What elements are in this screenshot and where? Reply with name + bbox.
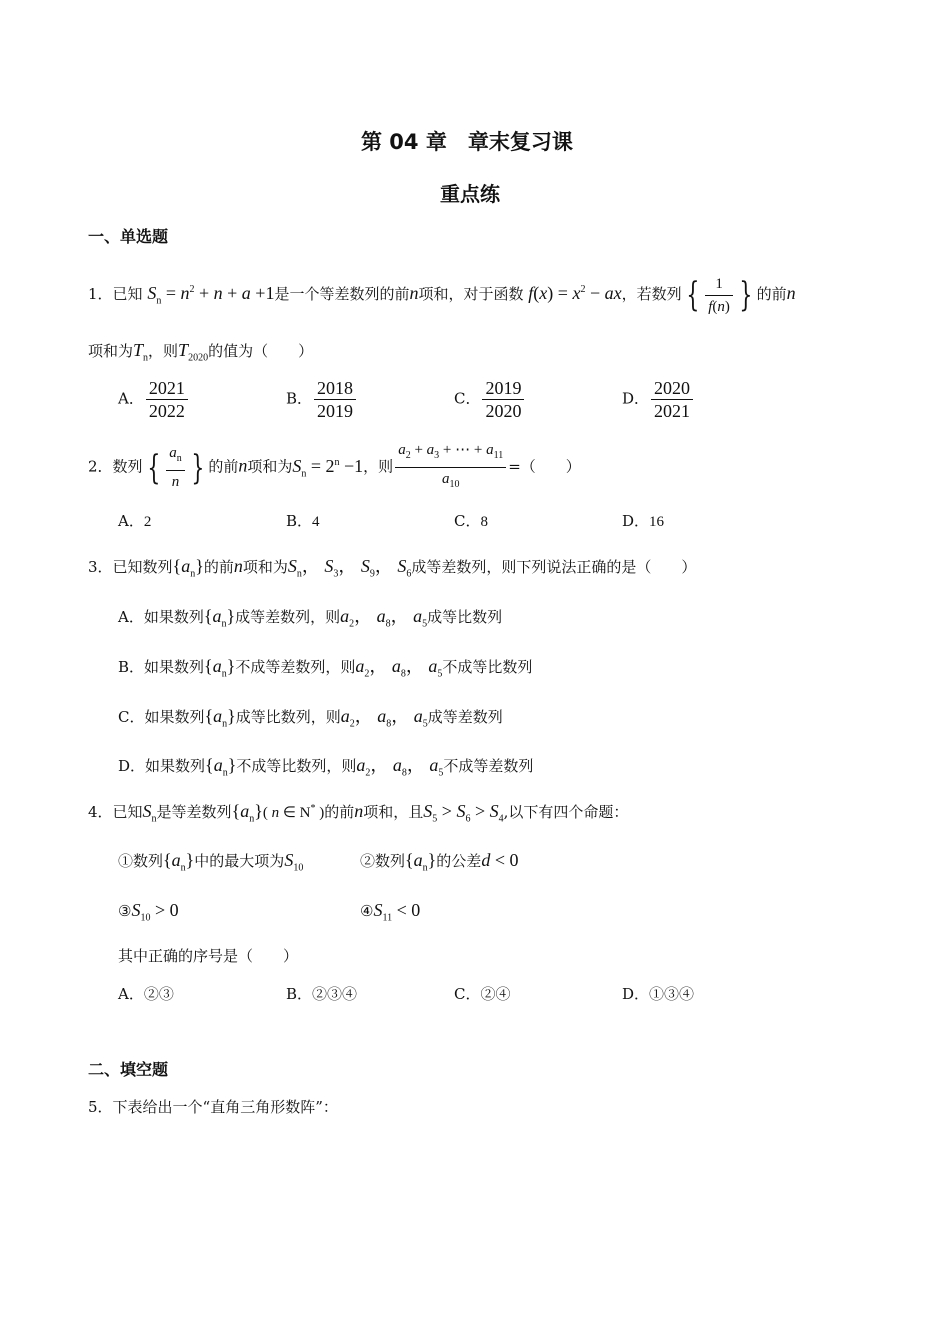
option-label: D． (622, 512, 650, 530)
right-brace-icon: } (739, 275, 753, 315)
q2-n: n (238, 455, 248, 476)
q1-line2-b: ，则 (148, 342, 179, 360)
option-label: B． (286, 389, 313, 408)
page-title: 第 04 章 章末复习课 (361, 130, 573, 154)
q4-text-2: 的前 (324, 803, 355, 821)
section-heading-fill-blank: 二、填空题 (88, 1060, 169, 1079)
option-text: 如果数列 (144, 708, 205, 726)
q2-text-2: 项和为 (247, 457, 293, 476)
fraction-numerator: 2019 (482, 378, 524, 400)
option-seq: $\{a_n\}$ (204, 706, 236, 730)
proposition-text: ②数列 (360, 852, 406, 870)
option-label: C． (454, 512, 481, 530)
option-label: C． (454, 389, 481, 408)
option-label: D． (622, 985, 650, 1003)
option-seq: $\{a_n\}$ (203, 606, 236, 630)
page-subtitle: 重点练 (440, 182, 500, 206)
option-text: 成等比数列 (427, 608, 503, 626)
proposition-text: ④ (360, 902, 374, 920)
option-text: 如果数列 (144, 658, 205, 676)
option-terms: $a_2$， $a_8$， $a_5$ (340, 706, 428, 730)
proposition-math: $S_{10}$ (284, 850, 304, 874)
q4-option-a[interactable] (118, 983, 174, 1004)
option-label: A． (118, 608, 144, 626)
option-terms: $a_2$， $a_8$， $a_5$ (356, 755, 444, 779)
option-fraction (146, 378, 188, 421)
option-seq: $\{a_n\}$ (204, 656, 236, 680)
right-brace-icon: } (191, 447, 204, 488)
q2-seq-fraction: $\frac{a_n}{n}$ (166, 443, 185, 492)
q2-text-4: =（ ） (508, 457, 581, 476)
option-text: 不成等差数列 (443, 757, 534, 775)
q1-t2020: $T_{2020}$ (178, 340, 209, 364)
option-label: D． (622, 389, 650, 408)
option-value: 16 (649, 514, 665, 530)
option-label: A． (118, 985, 144, 1003)
q3-terms: $S_n$， $S_3$， $S_9$， $S_6$ (287, 556, 412, 580)
option-label: B． (118, 658, 145, 676)
q1-text-1: 是一个等差数列的前 (274, 285, 410, 303)
q2-sn-formula: $S_n = 2^n -1$ (292, 455, 364, 480)
fraction-denominator: 2020 (485, 401, 522, 421)
q3-n: n (233, 556, 243, 576)
option-fraction (482, 378, 524, 421)
q1-line2-a: 项和为 (88, 342, 134, 360)
option-text: 如果数列 (145, 757, 206, 775)
q3-option-a[interactable] (118, 602, 502, 630)
q4-proposition-1 (118, 850, 303, 874)
proposition-seq: $\{a_n\}$ (405, 850, 437, 874)
q4-text-1: 是等差数列 (156, 803, 232, 821)
q4-seq: $\{a_n\}$ (231, 801, 263, 825)
q4-proposition-3 (118, 900, 179, 924)
option-label: C． (118, 708, 145, 726)
q2-option-b[interactable] (286, 510, 320, 531)
q4-proposition-4 (360, 900, 420, 924)
q1-seq-fraction: $\frac{1}{f(n)}$ (705, 274, 733, 317)
option-label: D． (118, 757, 146, 775)
option-terms: $a_2$， $a_8$， $a_5$ (355, 656, 443, 680)
left-brace-icon: { (146, 447, 160, 488)
q2-text-1: 的前 (208, 457, 239, 476)
q1-function: $f(x) = x^2$ − ax (528, 283, 622, 303)
q1-text-2: 项和，对于函数 (418, 285, 524, 303)
option-text: 成等差数列 (427, 708, 503, 726)
q2-option-c[interactable] (454, 510, 488, 531)
option-text: 不成等比数列 (442, 658, 533, 676)
q1-n2: n (786, 283, 796, 303)
q2-option-d[interactable] (622, 510, 664, 531)
option-text: 不成等比数列，则 (236, 757, 357, 775)
proposition-math: $S_{10} > 0$ (131, 900, 179, 924)
option-value: ②③ (143, 985, 174, 1003)
q2-option-a[interactable] (118, 510, 151, 531)
q4-inequality: $S_5 > S_6 > S_4$ (423, 801, 504, 825)
option-value: 4 (312, 514, 320, 530)
q4-text-3: 项和，且 (363, 803, 424, 821)
option-value: 8 (480, 514, 488, 530)
q1-prefix: 1．已知 (88, 285, 143, 303)
question-4 (88, 801, 628, 825)
fraction-numerator: 2020 (651, 378, 693, 400)
q1-tn: $T_n$ (133, 340, 149, 364)
q1-option-d[interactable] (622, 378, 695, 421)
option-value: 2 (143, 514, 152, 530)
q1-text-3: ，若数列 (621, 285, 682, 303)
option-text: 成等比数列，则 (235, 708, 341, 726)
proposition-text: 的公差 (436, 852, 482, 870)
question-1-line-1 (88, 270, 796, 322)
proposition-text: ③ (118, 902, 132, 920)
q4-sn: $S_n$ (142, 801, 157, 825)
option-text: 成等差数列，则 (235, 608, 341, 626)
proposition-seq: $\{a_n\}$ (163, 850, 195, 874)
option-value: ②③④ (312, 985, 358, 1003)
q4-ask: 其中正确的序号是（ ） (118, 947, 299, 965)
question-5: 5．下表给出一个“直角三角形数阵”： (88, 1098, 338, 1116)
option-label: A． (118, 389, 144, 408)
q3-prefix: 3．已知数列 (88, 558, 173, 576)
option-value: ②④ (480, 985, 511, 1003)
q1-line2-c: 的值为（ ） (208, 342, 314, 360)
fraction-denominator: 2021 (654, 401, 691, 421)
proposition-text: ①数列 (118, 852, 164, 870)
fraction-denominator: 2022 (148, 401, 185, 421)
q1-sn-formula: $S_n = n^2 + n + a +1$ (147, 283, 275, 307)
question-3 (88, 552, 696, 580)
q3-text-1: 的前 (203, 558, 234, 576)
q4-option-b[interactable] (286, 983, 357, 1004)
option-label: A． (118, 512, 144, 530)
option-value: ①③④ (649, 985, 695, 1003)
q3-option-d[interactable] (118, 751, 533, 779)
q3-option-b[interactable] (118, 652, 532, 680)
option-seq: $\{a_n\}$ (205, 755, 237, 779)
q1-text-4: 的前 (756, 285, 787, 303)
q1-option-c[interactable] (454, 378, 526, 421)
fraction-numerator: 2018 (314, 378, 356, 400)
option-text: 如果数列 (143, 608, 204, 626)
q2-text-3: ，则 (363, 457, 394, 476)
proposition-math: $S_{11} < 0$ (373, 900, 421, 924)
q2-ratio-fraction: $\frac{a_2 + a_3 + \cdots + a_{11}}{a_{10}}$ (395, 440, 506, 495)
q4-domain: ( n ∈ N* ) (262, 803, 325, 821)
option-label: C． (454, 985, 481, 1003)
option-label: B． (286, 512, 313, 530)
q4-option-c[interactable] (454, 983, 511, 1004)
section-heading-single-choice: 一、单选题 (88, 227, 169, 246)
option-label: B． (286, 985, 313, 1003)
q2-prefix: 2．数列 (88, 457, 143, 476)
q3-text-3: 成等差数列，则下列说法正确的是（ ） (411, 558, 697, 576)
left-brace-icon: { (685, 275, 699, 315)
proposition-text: 中的最大项为 (194, 852, 285, 870)
q4-text-4: ,以下有四个命题： (503, 803, 629, 821)
option-fraction (314, 378, 356, 421)
q4-proposition-2 (360, 850, 518, 874)
proposition-math: d < 0 (481, 850, 519, 870)
q4-option-d[interactable] (622, 983, 694, 1004)
q4-prefix: 4．已知 (88, 803, 143, 821)
option-fraction (651, 378, 693, 421)
q1-option-b[interactable] (286, 378, 358, 421)
q4-n: n (354, 801, 364, 821)
q3-seq: $\{a_n\}$ (172, 556, 204, 580)
question-2 (88, 440, 581, 496)
q1-option-a[interactable] (118, 378, 190, 421)
q1-n: n (409, 283, 419, 303)
option-terms: $a_2$， $a_8$， $a_5$ (340, 606, 428, 630)
fraction-denominator: 2019 (317, 401, 354, 421)
question-1-line-2 (88, 340, 313, 364)
q3-text-2: 项和为 (242, 558, 288, 576)
q3-option-c[interactable] (118, 702, 503, 730)
option-text: 不成等差数列，则 (235, 658, 356, 676)
fraction-numerator: 2021 (146, 378, 188, 400)
